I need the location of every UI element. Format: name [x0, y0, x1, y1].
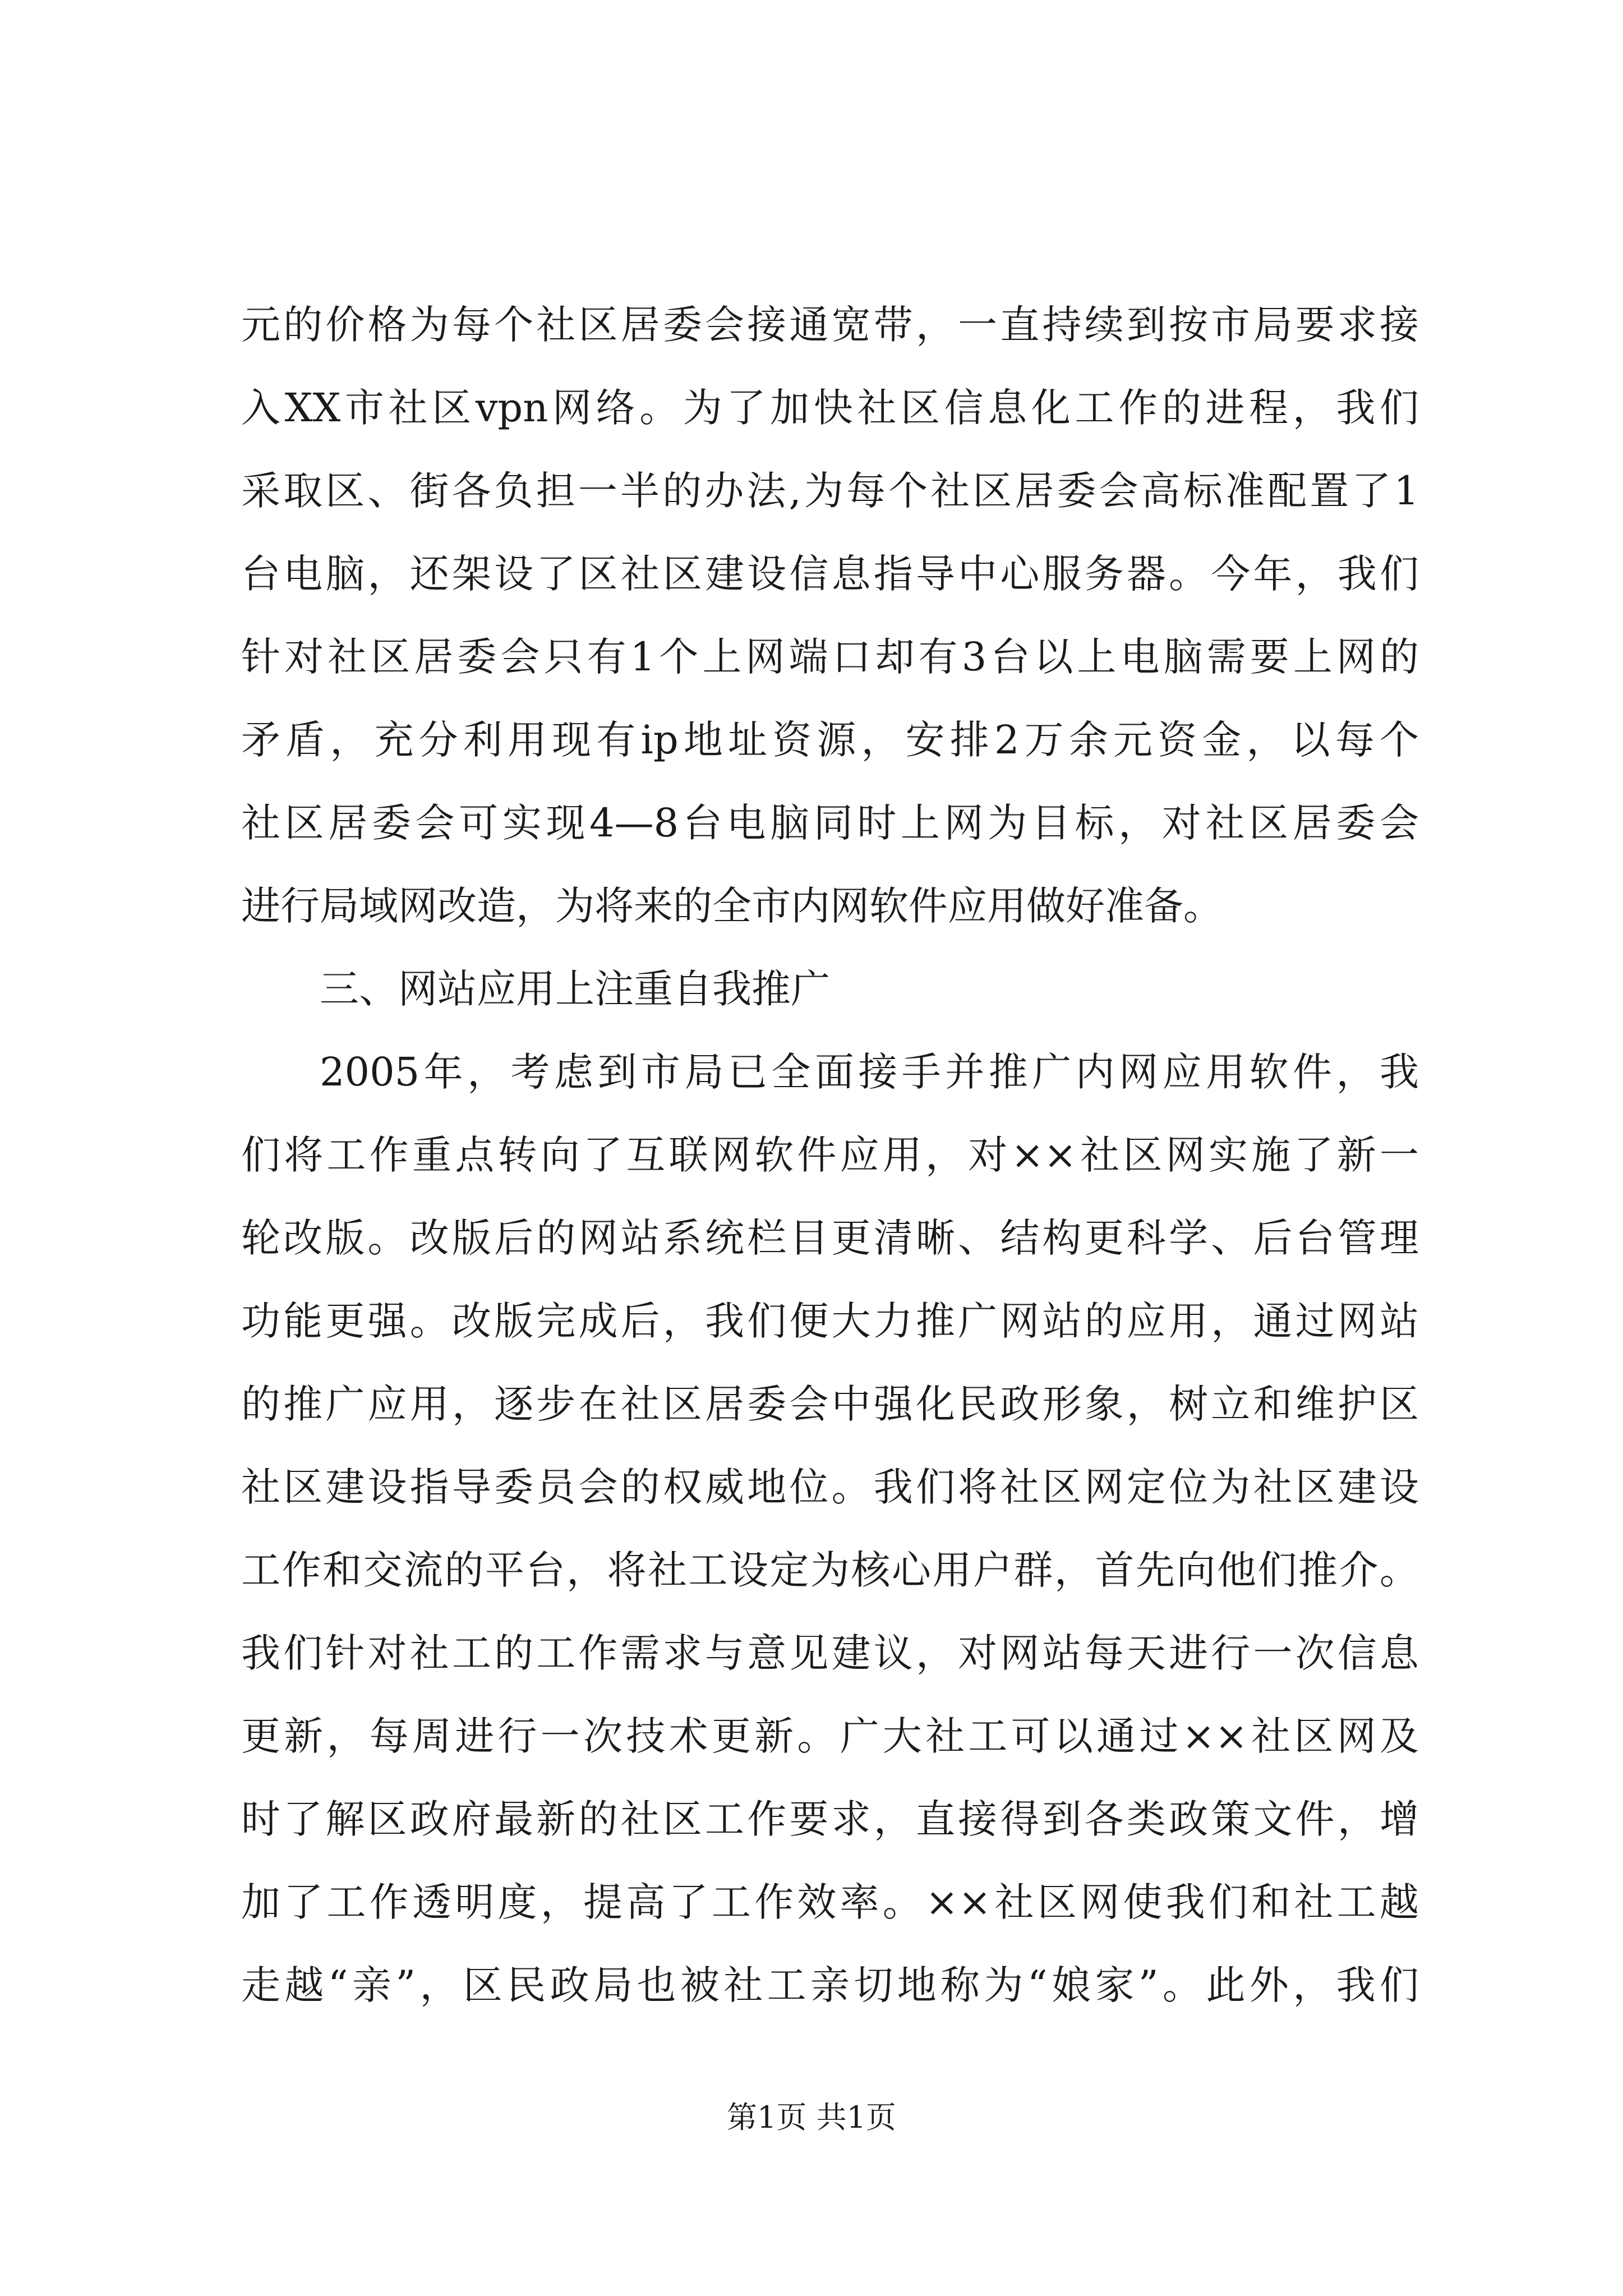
- body-line-2: 入XX市社区vpn网络。为了加快社区信息化工作的进程，我们: [241, 385, 1419, 431]
- page-footer: 第1页 共1页: [727, 2100, 896, 2135]
- body-line-1: 元的价格为每个社区居委会接通宽带，一直持续到按市局要求接: [241, 302, 1419, 348]
- body-line-10: 2005年，考虑到市局已全面接手并推广内网应用软件，我: [320, 1049, 1419, 1095]
- body-line-16: 工作和交流的平台，将社工设定为核心用户群，首先向他们推介。: [241, 1547, 1419, 1593]
- body-line-3: 采取区、街各负担一半的办法,为每个社区居委会高标准配置了1: [241, 468, 1419, 514]
- body-line-8: 进行局域网改造，为将来的全市内网软件应用做好准备。: [241, 883, 1223, 929]
- body-line-14: 的推广应用，逐步在社区居委会中强化民政形象，树立和维护区: [241, 1381, 1419, 1427]
- body-line-7: 社区居委会可实现4—8台电脑同时上网为目标，对社区居委会: [241, 800, 1419, 846]
- body-line-6: 矛盾，充分利用现有ip地址资源，安排2万余元资金，以每个: [241, 717, 1419, 763]
- body-line-5: 针对社区居委会只有1个上网端口却有3台以上电脑需要上网的: [241, 634, 1419, 680]
- body-line-11: 们将工作重点转向了互联网软件应用，对××社区网实施了新一: [241, 1132, 1419, 1178]
- section-heading: 三、网站应用上注重自我推广: [320, 966, 830, 1012]
- body-line-20: 加了工作透明度，提高了工作效率。××社区网使我们和社工越: [241, 1879, 1419, 1925]
- body-line-21: 走越“亲”，区民政局也被社工亲切地称为“娘家”。此外，我们: [241, 1962, 1419, 2008]
- body-line-17: 我们针对社工的工作需求与意见建议，对网站每天进行一次信息: [241, 1630, 1419, 1676]
- body-line-13: 功能更强。改版完成后，我们便大力推广网站的应用，通过网站: [241, 1298, 1419, 1344]
- document-body: [241, 283, 1419, 2027]
- body-line-18: 更新，每周进行一次技术更新。广大社工可以通过××社区网及: [241, 1713, 1419, 1759]
- body-line-4: 台电脑，还架设了区社区建设信息指导中心服务器。今年，我们: [241, 551, 1419, 597]
- body-line-15: 社区建设指导委员会的权威地位。我们将社区网定位为社区建设: [241, 1464, 1419, 1510]
- body-line-12: 轮改版。改版后的网站系统栏目更清晰、结构更科学、后台管理: [241, 1215, 1419, 1261]
- body-line-19: 时了解区政府最新的社区工作要求，直接得到各类政策文件，增: [241, 1796, 1419, 1842]
